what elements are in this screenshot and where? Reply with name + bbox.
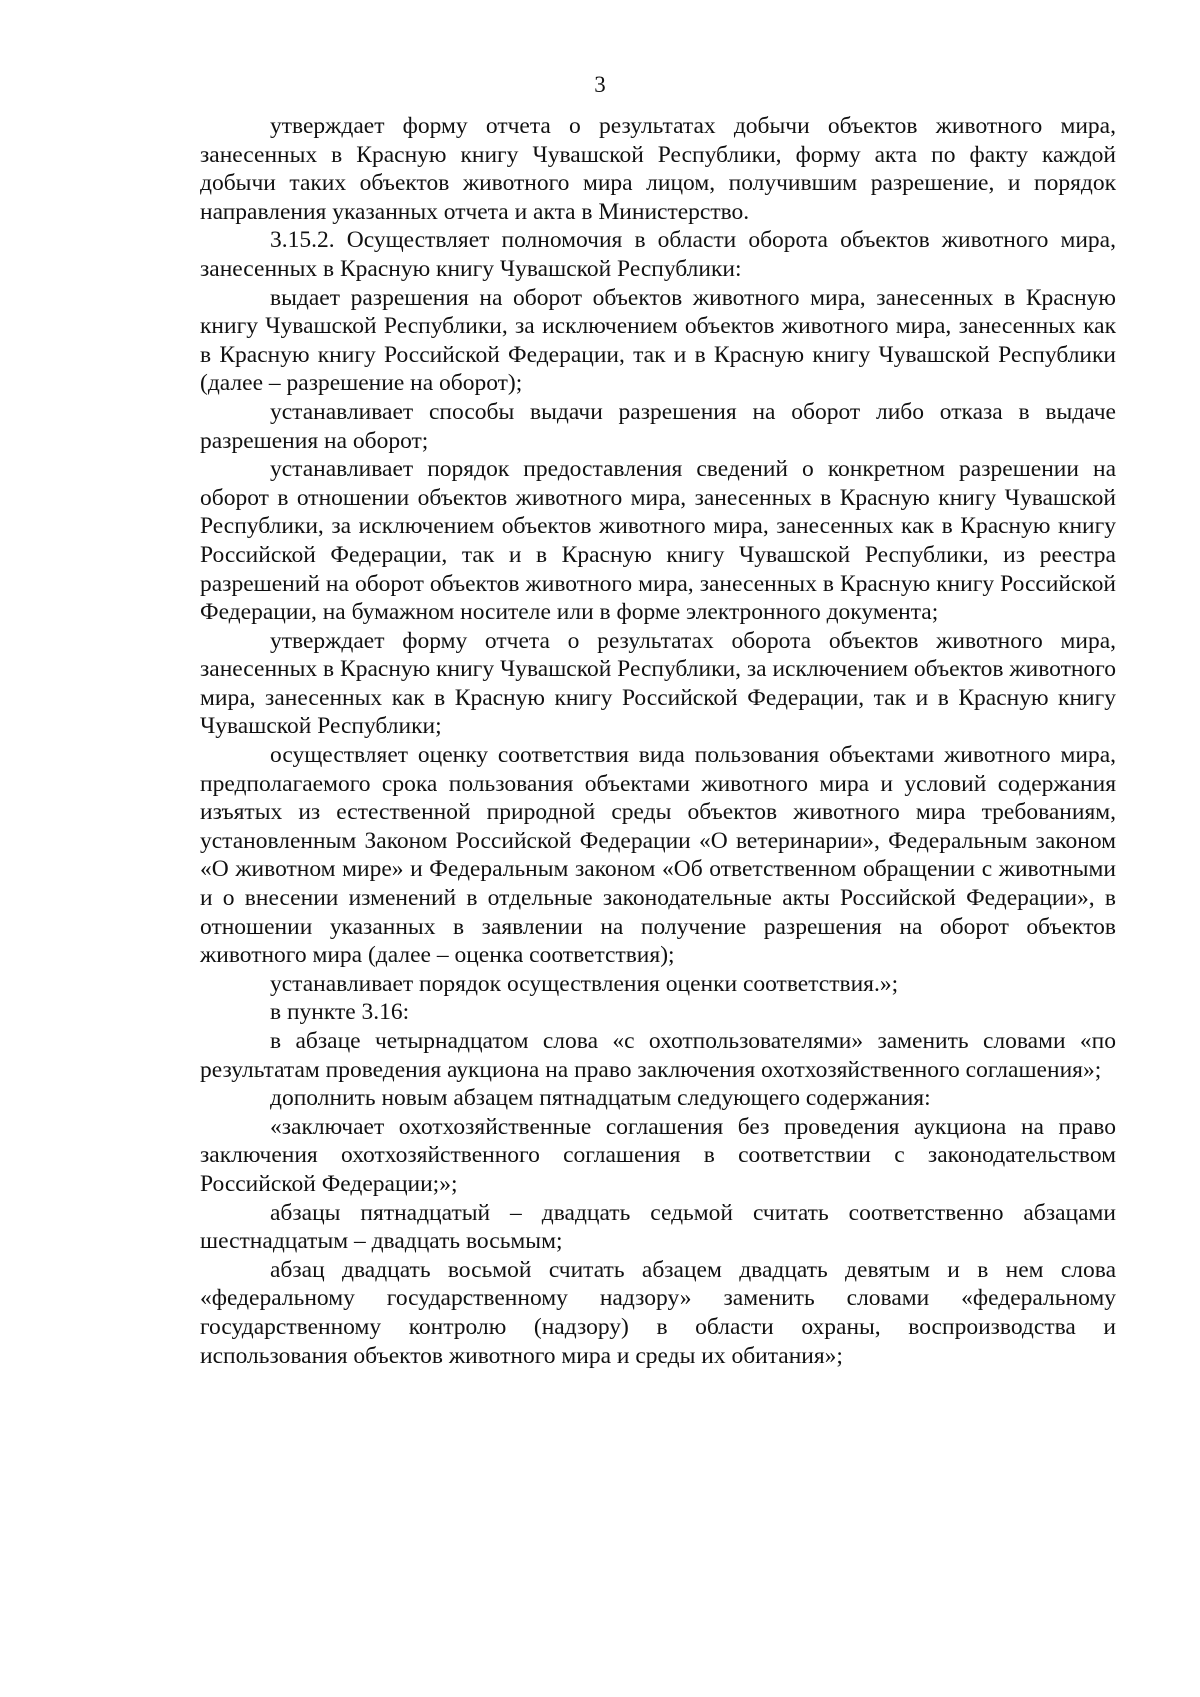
document-body bbox=[200, 112, 1116, 1370]
paragraph: устанавливает порядок осуществления оценки соответствия.»; bbox=[270, 970, 899, 997]
paragraph: устанавливает порядок предоставления сведений о конкретном разрешении на оборот в отношении объектов животного мира, занесенных в Красную книгу Чувашской Республики, за исключением объектов животного мира, занесенных как в Красную книгу Российской Федерации, так и в Красную книгу Чувашской Республики, из реестра разрешений на оборот объектов животного мира, занесенных в Красную книгу Российской Федерации, на бумажном носителе или в форме электронного документа; bbox=[200, 456, 1116, 626]
paragraph: в абзаце четырнадцатом слова «с охотпользователями» заменить словами «по результатам проведения аукциона на право заключения охотхозяйственного соглашения»; bbox=[200, 1028, 1116, 1083]
page-number: 3 bbox=[594, 72, 606, 97]
paragraph: устанавливает способы выдачи разрешения на оборот либо отказа в выдаче разрешения на оборот; bbox=[200, 398, 1116, 454]
paragraph: выдает разрешения на оборот объектов животного мира, занесенных в Красную книгу Чувашской Республики, за исключением объектов животного мира, занесенных как в Красную книгу Российской Федерации, так и в Красную книгу Чувашской Республики (далее – разрешение на оборот); bbox=[200, 284, 1116, 397]
paragraph: утверждает форму отчета о результатах оборота объектов животного мира, занесенных в Красную книгу Чувашской Республики, за исключением объектов животного мира, занесенных как в Красную книгу Российской Федерации, так и в Красную книгу Чувашской Республики; bbox=[200, 627, 1116, 740]
paragraph: дополнить новым абзацем пятнадцатым следующего содержания: bbox=[270, 1085, 931, 1112]
paragraph: осуществляет оценку соответствия вида пользования объектами животного мира, предполагаемого срока пользования объектами животного мира и условий содержания изъятых из естественной природной среды объектов животного мира требованиям, установленным Законом Российской Федерации «О ветеринарии», Федеральным законом «О животном мире» и Федеральным законом «Об ответственном обращении с животными и о внесении изменений в отдельные законодательные акты Российской Федерации», в отношении указанных в заявлении на получение разрешения на оборот объектов животного мира (далее – оценка соответствия); bbox=[200, 742, 1116, 969]
paragraph: утверждает форму отчета о результатах добычи объектов животного мира, занесенных в Красную книгу Чувашской Республики, форму акта по факту каждой добычи таких объектов животного мира лицом, получившим разрешение, и порядок направления указанных отчета и акта в Министерство. bbox=[200, 113, 1116, 225]
paragraph: абзац двадцать восьмой считать абзацем двадцать девятым и в нем слова «федеральному государственному надзору» заменить словами «федеральному государственному контролю (надзору) в области охраны, воспроизводства и использования объектов животного мира и среды их обитания»; bbox=[200, 1256, 1116, 1369]
paragraph: в пункте 3.16: bbox=[270, 999, 410, 1026]
paragraph: абзацы пятнадцатый – двадцать седьмой считать соответственно абзацами шестнадцатым – двадцать восьмым; bbox=[200, 1199, 1116, 1255]
paragraph: «заключает охотхозяйственные соглашения без проведения аукциона на право заключения охотхозяйственного соглашения в соответствии с законодательством Российской Федерации;»; bbox=[200, 1113, 1116, 1197]
paragraph: 3.15.2. Осуществляет полномочия в области оборота объектов животного мира, занесенных в Красную книгу Чувашской Республики: bbox=[200, 227, 1116, 282]
